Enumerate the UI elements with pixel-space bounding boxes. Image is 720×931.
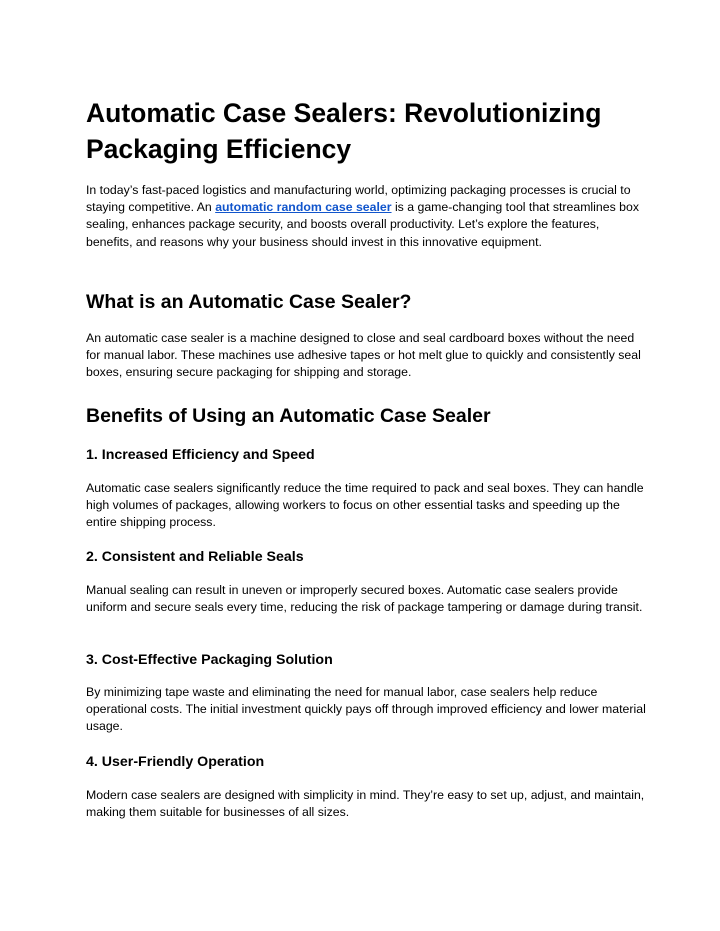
section-heading-what-is: What is an Automatic Case Sealer? [86,291,412,313]
benefit-body-reliable-seals: Manual sealing can result in uneven or improperly secured boxes. Automatic case sealers provide uniform and secure seals every time, reducing the risk of package tampering or damage during transit. [86,583,643,615]
benefit-body-cost-effective: By minimizing tape waste and eliminating the need for manual labor, case sealers help reduce operational costs. The initial investment quickly pays off through improved efficiency and lower material usage. [86,685,646,734]
benefit-heading-efficiency: 1. Increased Efficiency and Speed [86,447,315,463]
benefit-heading-cost-effective: 3. Cost-Effective Packaging Solution [86,652,333,668]
intro-paragraph [86,182,646,251]
section-body-what-is: An automatic case sealer is a machine designed to close and seal cardboard boxes without the need for manual labor. These machines use adhesive tapes or hot melt glue to quickly and consistently seal boxes, ensuring secure packaging for shipping and storage. [86,331,641,380]
benefit-body-efficiency: Automatic case sealers significantly reduce the time required to pack and seal boxes. They can handle high volumes of packages, allowing workers to focus on other essential tasks and speeding up the entire shipping process. [86,481,644,530]
intro-text-after-link: is a game-changing tool that streamlines box sealing, enhances package security, and boosts overall productivity. Let’s explore the features, benefits, and reasons why your business should invest in this innovative equipment. [86,200,639,249]
page-title: Automatic Case Sealers: Revolutionizing Packaging Efficiency [86,98,602,164]
automatic-random-case-sealer-link[interactable]: automatic random case sealer [215,200,392,215]
benefit-heading-user-friendly: 4. User-Friendly Operation [86,754,265,770]
section-heading-benefits: Benefits of Using an Automatic Case Sealer [86,405,491,427]
benefit-body-user-friendly: Modern case sealers are designed with simplicity in mind. They’re easy to set up, adjust, and maintain, making them suitable for businesses of all sizes. [86,788,645,820]
benefit-heading-reliable-seals: 2. Consistent and Reliable Seals [86,549,304,565]
intro-text-before-link: In today’s fast-paced logistics and manufacturing world, optimizing packaging processes is crucial to staying competitive. An [86,183,631,215]
